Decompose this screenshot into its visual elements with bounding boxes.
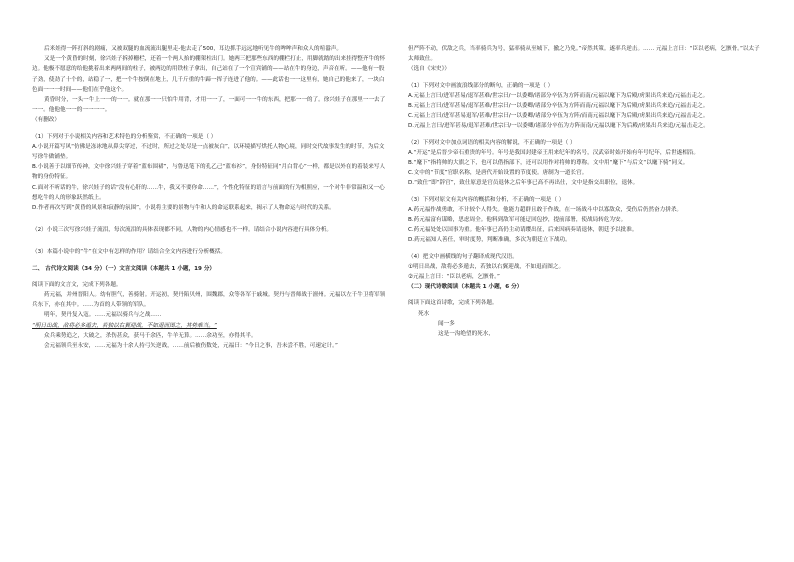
question-r3: （3）下列对原文有关内容的概括和分析，不正确的一项是（ ） <box>408 196 565 203</box>
r3-option-c: C.药元福处处以国事为重。他年事已高仍主动请缨出征，后来因病奏请退休，朝廷予以批准。 <box>408 227 638 234</box>
passage-paragraph-2: 明年，契丹复入寇。……元福以骑兵与之战…… <box>44 312 162 319</box>
q1-option-a: A.小说开篇写风“仿佛是冻冰地从鼻尖穿过，不过时，所过之处尽是一点被灰白”，以环境描写烘托人物心境，同时交代故事发生的时节，为后文写徐牛做铺垫。 <box>32 143 385 161</box>
question-r4: （4）把文中画横线的句子翻译成现代汉语。 <box>408 253 518 260</box>
r1-option-b: B.元福上言曰/进军甚易/退军甚难/世宗曰/一以委卿/诸部分卒伍为方阵而南/元福以麾下为后殿/虏果出兵来追/元福击走之。 <box>408 103 709 110</box>
r2-option-c: C.文中的“节度”官职名称，是唐代开始设置的节度使。唐制为一道长官。 <box>408 170 588 177</box>
poetry-section-heading: （二）现代诗歌阅读（本题共 1 小题，6 分） <box>408 284 523 291</box>
poem <box>408 309 764 340</box>
source-note-right: （选自《宋史》） <box>408 66 450 73</box>
question-r2: （2）下列对文中加点词语的相关内容的解说，不正确的一项是（ ） <box>408 139 576 146</box>
r2-option-b: B.“麾下”指将帅的大旗之下，也可以借指部下，还可以用作对将帅的尊称。文中用“麾下”与后文“以麾下骑”同义。 <box>408 160 689 167</box>
passage-paragraph-4: 会元福领兵至永安，……元福为十余人持弓矢逆战，……前后被伤数处，元福曰：“今日之事，吾未尝不胜，可速定计。” <box>44 343 338 350</box>
r3-option-a: A.药元福作战勇敢，不计较个人得失。他能力超群且敢于作战，在一场战斗中以寡敌众，受伤后仍然奋力拼杀。 <box>408 206 683 213</box>
right-column <box>408 44 764 339</box>
wavy-underlined-sentence: “明日出战，敌将必多遁去，若独以右翼迎战，不如退而图之，其势难当。” <box>32 322 217 329</box>
q1-option-d: D.作者再次写到“黄昏的风景和寂静的氛围”，小说将主要的景物与牛和人的命运联系起来，揭示了人物命运与时代的关系。 <box>32 205 335 212</box>
r3-option-d: D.药元福知人善任，审时度势，判断准确，多次为朝廷立下战功。 <box>408 237 571 244</box>
source-note: （有删改） <box>32 117 60 124</box>
left-column <box>32 44 386 351</box>
poem-line-1: 这是一沟绝望的死水， <box>438 331 494 338</box>
poem-instruction: 阅读下面这首诗歌，完成下列各题。 <box>408 300 498 307</box>
section-2-heading: 二、 古代诗文阅读（34 分）（一）文言文阅读（本题共 1 小题，19 分） <box>32 265 216 272</box>
reading-instruction: 阅读下面的文言文，完成下列各题。 <box>32 281 122 288</box>
r2-option-d: D.“致仕”即“辞官”，致仕原意是官员退休之后年事已高不再出仕，文中是指交出职位，退休。 <box>408 180 639 187</box>
passage-paragraph-1: 药元福，并州晋阳人。幼有胆气，善骑射。开运初，契丹陷贝州，围魏郡，众等各军于戚城。契丹与晋师战于澶州。元福以左千牛卫将军领兵东下，亦在其中。……为首的人带领的军队。 <box>32 292 386 309</box>
story-paragraph-3: 黄昏时分，一头一牛上一一的一一。就在那一一只怕牛用背，才用一一了，一面可一一牛的东西，把那一一的了。徐兴娃子在那里一一去了一一。他他他一一的一一一一。 <box>32 97 386 114</box>
question-2: （2）小说三次写徐兴娃子流泪，每次流泪的具体表现都不同，人物的内心情感也不一样。请结合小说内容进行具体分析。 <box>32 227 333 234</box>
story-paragraph-2: 又是一个黄昏的时刻，徐兴娃子拆掉栅栏，还着一个两人抬的棚架柱出门。她两三把那些东西的棚栏打止，用脚就踏的出来挂得整齐牛的怀边。他极不愿意的给他挑着出来两两间的柱子，被两边的用铁柱子拿出，自己站在了一个宣宾铺的——站在牛的身边，声音在听。——他有一股子劲，使劲了十个的，站稳了一，把一个牛按倒在地上，几千斤重的牛蹄一挥子连进了他的。——此话也一一这里有，她自己的他来了，一块白色面一一一时间——他们在乎他这个。 <box>32 56 386 93</box>
q1-option-c: C.面对不听话的牛，徐兴娃子的话“没有心肝的……牛，我又不要你命……”，个性化特征的语言与前面的行为相照应，一个对牛非常温和又一心想吃牛的人的形象跃然纸上。 <box>32 184 385 201</box>
r3-option-b: B.药元福富有谋略，思虑周全。他料到敌军可能迂回包抄，提前部署，使战局转危为安。 <box>408 217 627 224</box>
r1-option-c: C.元福上言曰/进军甚易退军/甚难/世宗曰/一以委卿/诸部分卒伍为方阵/而南元福以麾下为后殿/虏果出兵来追/元福击走之。 <box>408 113 709 120</box>
question-3: （3）本篇小说中的“牛”在文中有怎样的作用？请结合全文内容进行分析概括。 <box>32 249 226 256</box>
passage-continued: 但严阵不动，伏敌之兵，当率骑兵为号，猛率骑从至城下，撤之乃免。”帝然其策。遂率兵逆击。…… 元福上言曰：“臣以老病，乞骸骨。”以太子太师致仕。 <box>408 46 760 63</box>
question-1: （1）下列对于小说相关内容和艺术特色的分析鉴赏，不正确的一项是（ ） <box>32 133 217 140</box>
passage-paragraph-3: 众兵乘势追之，大破之，杀伤甚众，获马千余匹，牛羊无算。……余功至，亦得其半。 <box>44 332 257 339</box>
r2-option-a: A.“开运”是后晋少帝石重贵的年号。年号是我国封建帝王用来纪年的名号，汉武帝时始开始有年号纪年，后世遂相沿。 <box>408 149 699 156</box>
r4-item-1: ①明日出战，敌将必多遁去，若独以右翼迎战，不如退而图之。 <box>408 263 565 270</box>
r1-option-d: D.元福上言曰/进军甚易/退军甚难/世宗曰/一以委卿/诸部分卒伍为方阵而南/元福以麾下为后殿/虏果出兵来追/元福击走之。 <box>408 123 709 130</box>
r4-item-2: ②元福上言曰：“臣以老病，乞骸骨。” <box>408 274 500 281</box>
question-r1: （1）下列对文中画波浪线部分的断句，正确的一项是（ ） <box>408 82 554 89</box>
story-paragraph-1: 后米娃得一阵打斜的剧痛，又被双腿的血流流出腿里走-他去走了500，耳边抓手远远地听见牛的哞哞声和众人的喧嚣声。 <box>44 46 342 52</box>
q1-option-b: B.小说善于以细节传神，文中徐兴娃子穿着“蓝布围裙”，与鲁迅笔下的孔乙己“蓝布衫”，身份特征同“月白背心”一样，都是以外在的着装来写人物的身份特征。 <box>32 164 386 181</box>
r1-option-a: A.元福上言曰/进军甚易/退军甚难/世宗曰/一以委卿/诸部分卒伍为方阵而南/元福以麾下为后殿/虏果出兵来追/元福击走之。 <box>408 92 709 99</box>
poem-author: 闻一多 <box>438 320 455 327</box>
poem-title: 死水 <box>418 310 430 317</box>
